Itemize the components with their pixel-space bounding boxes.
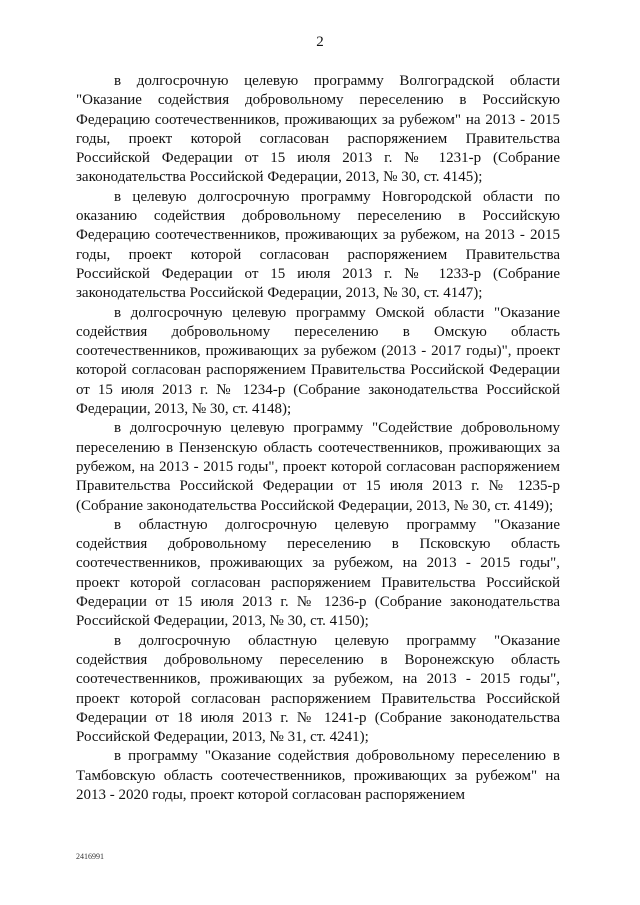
paragraph-voronezh: в долгосрочную областную целевую программу "Оказание содействия добровольному переселению в Воронежскую область соотечественников, проживающих за рубежом, на 2013 - 2015 годы", проект которой согласован распоряжением Правительства Российской Федерации от 18 июля 2013 г. № 1241-р (Собрание законодательства Российской Федерации, 2013, № 31, ст. 4241);: [76, 632, 560, 746]
paragraph-tambov: в программу "Оказание содействия добровольному переселению в Тамбовскую область соотечественников, проживающих за рубежом" на 2013 - 2020 годы, проект которой согласован распоряжением: [76, 748, 560, 803]
paragraph-volgograd: в долгосрочную целевую программу Волгоградской области "Оказание содействия добровольному переселению в Российскую Федерацию соотечественников, проживающих за рубежом" на 2013 - 2015 годы, проект которой согласован распоряжением Правительства Российской Федерации от 15 июля 2013 г. № 1231-р (Собрание законодательства Российской Федерации, 2013, № 30, ст. 4145);: [76, 73, 560, 186]
page-number: 2: [316, 34, 324, 50]
paragraph-novgorod: в целевую долгосрочную программу Новгородской области по оказанию содействия добровольному переселению в Российскую Федерацию соотечественников, проживающих за рубежом, на 2013 - 2015 годы, проект которой согласован распоряжением Правительства Российской Федерации от 15 июля 2013 г. № 1233-р (Собрание законодательства Российской Федерации, 2013, № 30, ст. 4147);: [76, 188, 560, 302]
document-code: 2416991: [76, 852, 104, 861]
paragraph-omsk: в долгосрочную целевую программу Омской области "Оказание содействия добровольному переселению в Омскую область соотечественников, проживающих за рубежом (2013 - 2017 годы)", проект которой согласован распоряжением Правительства Российской Федерации от 15 июля 2013 г. № 1234-р (Собрание законодательства Российской Федерации, 2013, № 30, ст. 4148);: [76, 304, 560, 418]
document-body: [76, 72, 560, 805]
paragraph-pskov: в областную долгосрочную целевую программу "Оказание содействия добровольному переселению в Псковскую область соотечественников, проживающих за рубежом, на 2013 - 2015 годы", проект которой согласован распоряжением Правительства Российской Федерации от 15 июля 2013 г. № 1236-р (Собрание законодательства Российской Федерации, 2013, № 30, ст. 4150);: [76, 516, 560, 630]
paragraph-penza: в долгосрочную целевую программу "Содействие добровольному переселению в Пензенскую область соотечественников, проживающих за рубежом, на 2013 - 2015 годы", проект которой согласован распоряжением Правительства Российской Федерации от 15 июля 2013 г. № 1235-р (Собрание законодательства Российской Федерации, 2013, № 30, ст. 4149);: [76, 420, 560, 514]
